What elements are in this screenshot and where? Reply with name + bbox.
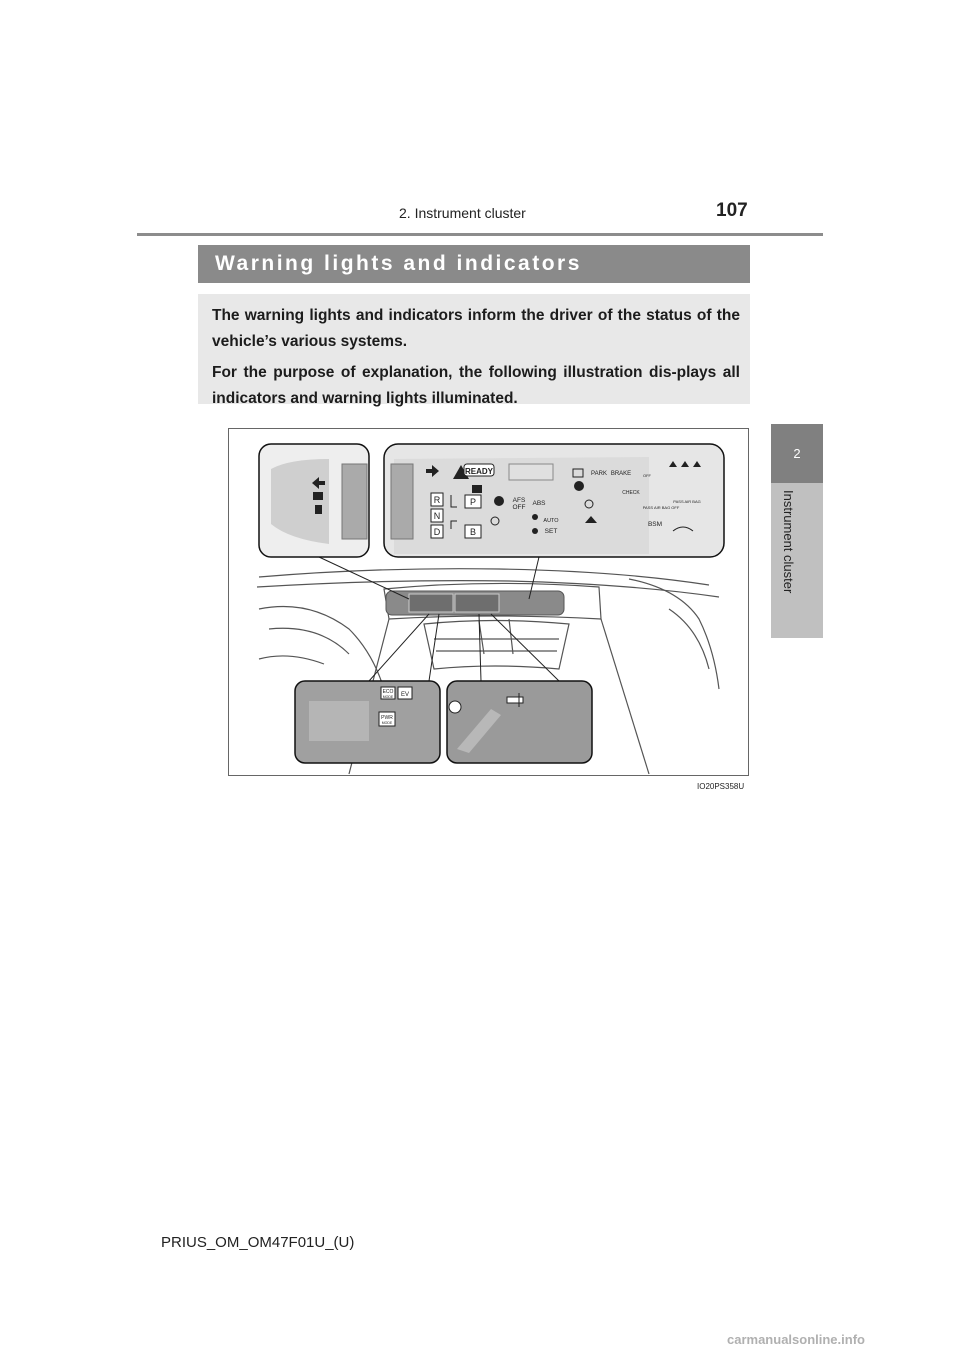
auto-indicator: AUTO [543, 518, 559, 524]
pass-airbag-on-indicator: PASS AIR BAG [673, 499, 701, 504]
callout-ev-temp [447, 681, 592, 763]
headlight-icon [313, 491, 323, 501]
check-indicator: CHECK [622, 490, 640, 496]
eco-mode-line2: MODE [382, 695, 394, 699]
shift-b: B [469, 527, 477, 537]
pass-airbag-off-indicator: PASS AIR BAG OFF [642, 505, 680, 510]
fuel-icon [315, 505, 322, 514]
callout-right-indicators [384, 444, 724, 557]
brake-system-icon [574, 481, 584, 491]
figure-code: IO20PS358U [697, 782, 745, 791]
section-title: Warning lights and indicators [198, 245, 750, 283]
callout-lines [319, 557, 559, 681]
intro-paragraph-1: The warning lights and indicators inform the driver of the status of the vehicle’s various systems. [212, 307, 740, 350]
off-indicator: OFF [643, 473, 651, 478]
header-rule [137, 233, 823, 236]
park-indicator: PARK [591, 471, 607, 477]
fog-icon [532, 514, 538, 520]
ev-mode-indicator: EV [400, 692, 410, 698]
ready-indicator: READY [464, 467, 494, 476]
callout-left-indicators [259, 444, 369, 557]
pwr-mode-line1: PWR [381, 715, 393, 721]
abs-indicator: ABS [532, 500, 546, 507]
ev-drive-icon [449, 701, 461, 713]
shift-n: N [433, 511, 441, 521]
chapter-tab [771, 483, 823, 638]
shift-r: R [433, 495, 441, 505]
set-indicator: SET [544, 528, 558, 535]
watermark: carmanualsonline.info [727, 1332, 865, 1347]
callout-eco-ev-pwr [295, 681, 440, 763]
cruise-icon [532, 528, 538, 534]
afs-off-line1: AFS [512, 497, 526, 504]
eco-mode-line1: ECO [382, 689, 394, 695]
footer-doc-id: PRIUS_OM_OM47F01U_(U) [161, 1234, 355, 1251]
chapter-label: Instrument cluster [781, 490, 796, 594]
security-icon [472, 485, 482, 493]
illustration-svg [229, 429, 748, 775]
pwr-mode-line2: MODE [381, 721, 393, 725]
bsm-indicator: BSM [647, 521, 663, 528]
seatbelt-icon [494, 496, 504, 506]
header-section-title: 2. Instrument cluster [399, 205, 526, 221]
chapter-number-tab: 2 [771, 424, 823, 483]
intro-paragraph-2: For the purpose of explanation, the following illustration dis-plays all indicators and warning lights illuminated. [212, 364, 740, 407]
page-number: 107 [716, 200, 748, 221]
shift-d: D [433, 527, 441, 537]
cluster-right-window [455, 594, 499, 612]
brake-indicator: BRAKE [610, 471, 632, 477]
instrument-cluster-illustration [228, 428, 749, 776]
shift-p: P [469, 497, 477, 507]
afs-off-line2: OFF [512, 504, 526, 511]
intro-box [198, 294, 750, 407]
cluster-left-window [409, 594, 453, 612]
